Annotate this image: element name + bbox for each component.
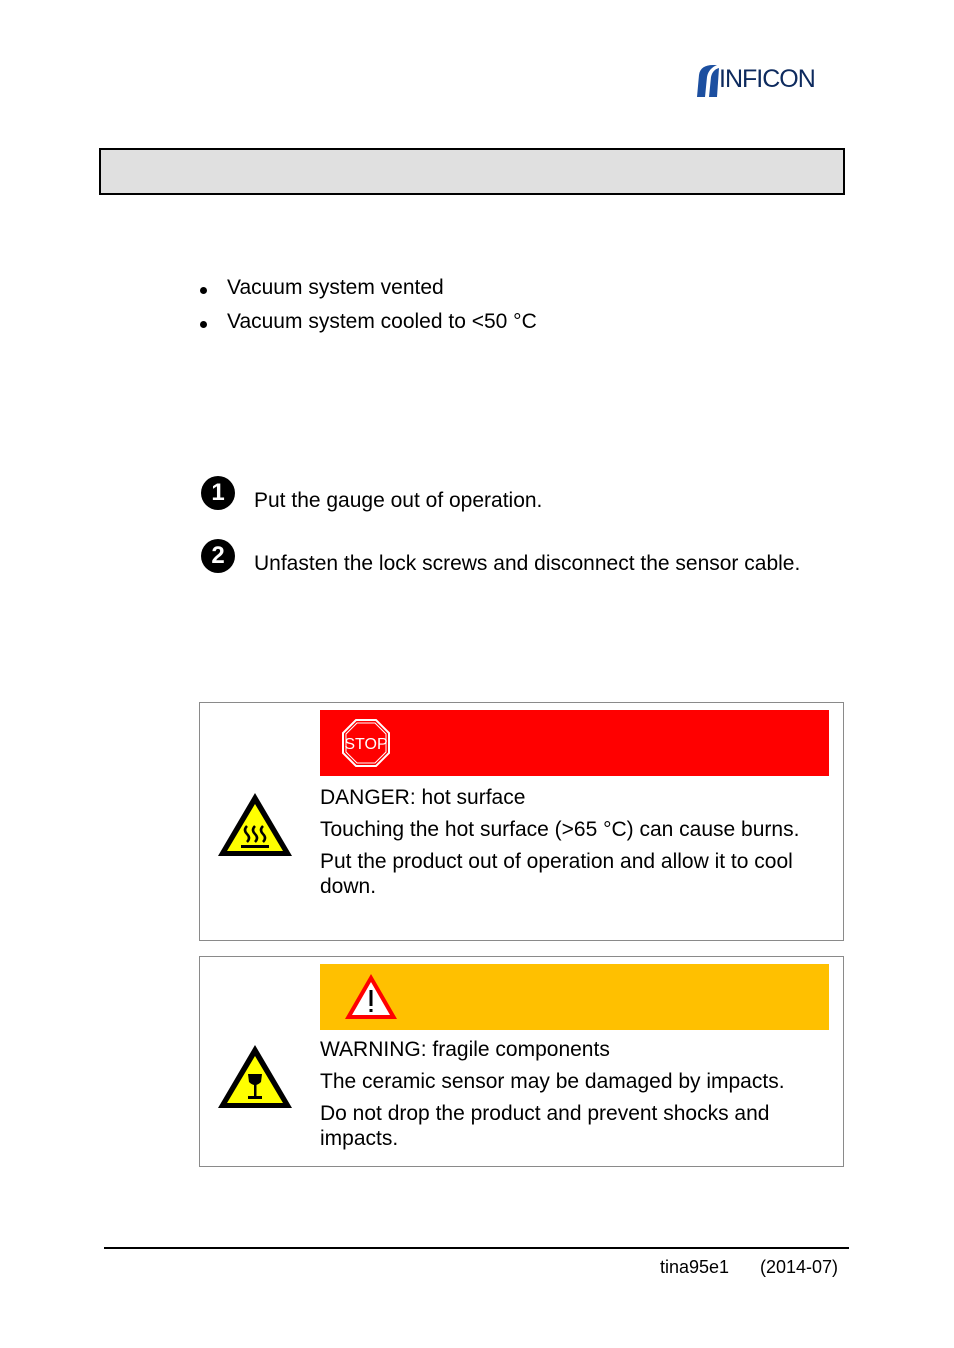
precondition-list	[200, 276, 537, 344]
danger-body	[320, 785, 835, 906]
notice-line: Put the product out of operation and allow it to cool down.	[320, 850, 793, 898]
stop-icon	[341, 718, 391, 768]
list-item: Vacuum system cooled to <50 °C	[200, 310, 537, 344]
inficon-logo	[693, 63, 848, 97]
warning-triangle-icon	[343, 972, 399, 1022]
inficon-swoosh-icon	[693, 63, 719, 97]
step-number-badge: 1	[201, 476, 235, 510]
danger-notice	[199, 702, 844, 941]
fragile-icon	[215, 1042, 295, 1112]
step-text: Put the gauge out of operation.	[254, 489, 543, 512]
notice-line: The ceramic sensor may be damaged by impacts.	[320, 1070, 785, 1093]
hot-surface-icon	[215, 790, 295, 860]
notice-title: DANGER: hot surface	[320, 786, 526, 809]
notice-line: Touching the hot surface (>65 °C) can cause burns.	[320, 818, 800, 841]
danger-header-bar	[320, 710, 829, 776]
warning-header-bar	[320, 964, 829, 1030]
warning-body	[320, 1037, 835, 1158]
document-id: tina95e1	[660, 1257, 730, 1277]
footer-divider	[104, 1247, 849, 1249]
notice-line: Do not drop the product and prevent shocks and impacts.	[320, 1102, 770, 1150]
brand-name: INFICON	[719, 65, 815, 93]
stop-label: STOP	[344, 736, 388, 753]
document-date: (2014-07)	[760, 1257, 839, 1277]
list-item: Vacuum system vented	[200, 276, 537, 310]
step-number-badge: 2	[201, 539, 235, 573]
step-text: Unfasten the lock screws and disconnect the sensor cable.	[254, 552, 801, 575]
notice-title: WARNING: fragile components	[320, 1038, 610, 1061]
section-title-bar	[99, 148, 845, 195]
warning-notice	[199, 956, 844, 1167]
